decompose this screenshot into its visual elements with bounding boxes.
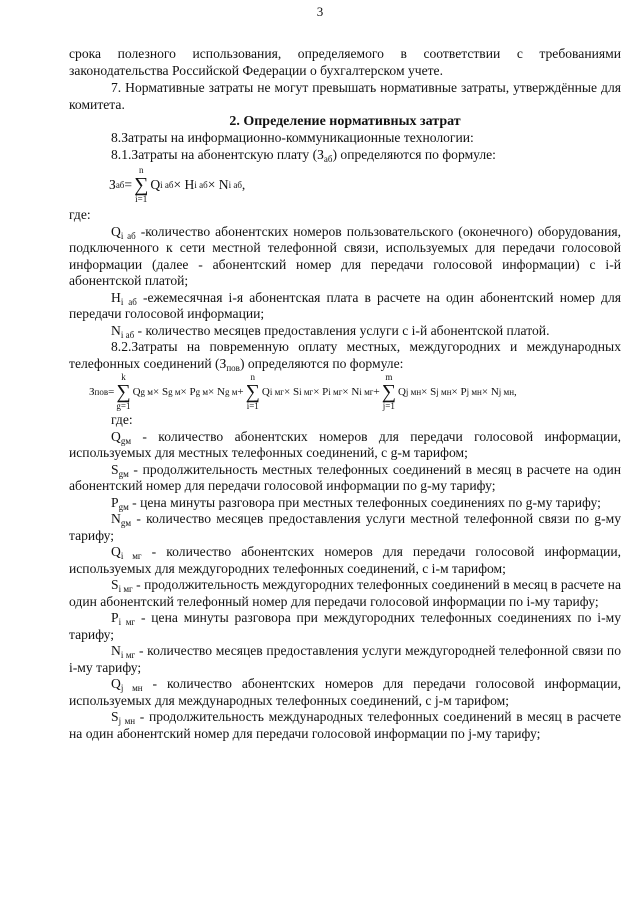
definitions-list (69, 429, 621, 743)
definition-item: $S_{i мг}$ - продолжительность междугородних телефонных соединений в месяц в расчете на один абонентский телефонный номер для передачи голосовой информации по i-му тарифу; (69, 577, 621, 609)
page-number: 3 (316, 4, 324, 19)
item-8: 8.Затраты на информационно-коммуникационные технологии: (111, 130, 474, 145)
definition-item: $P_{gм}$ - цена минуты разговора при местных телефонных соединениях по g-му тарифу; (111, 494, 601, 512)
definition-n-ab: $N_{i аб}$ - количество месяцев предоставления услуги с i-й абонентской платой. (111, 322, 550, 340)
section-title: 2. Определение нормативных затрат (229, 114, 461, 129)
sum-sign-i: n ∑ i=1 (245, 372, 260, 411)
document-body (69, 46, 621, 742)
sum-sign-j: m ∑ j=1 (381, 372, 396, 411)
definition-q-ab: $Q_{i аб}$ -количество абонентских номеров пользовательского (оконечного) оборудования, подключенного к сети местной телефонной связи, используемых для передачи голосовой информации (далее - абонентский номер для передачи голосовой информации) с i-й абонентской платой; (69, 223, 622, 288)
formula-abonent: З аб = n ∑ i=1 Q i аб × H i аб × N i аб , (109, 165, 246, 204)
where-label: где: (69, 207, 91, 222)
sum-sign-g: k ∑ g=1 (116, 372, 131, 411)
definition-item: $N_{gм}$ - количество месяцев предоставления услуги местной телефонной связи по g-му тарифу; (69, 511, 621, 543)
definition-item: $S_{j мн}$ - продолжительность международных телефонных соединений в месяц в расчете на один абонентский номер для передачи голосовой информации по j-му тарифу; (69, 709, 621, 741)
definition-item: $S_{gм}$ - продолжительность местных телефонных соединений в месяц в расчете на один абонентский номер для передачи голосовой информации по g-му тарифу; (69, 461, 621, 493)
item-8-1: 8.1.Затраты на абонентскую плату $(З_{аб})$ определяются по формуле: (111, 146, 496, 164)
formula-pov: З пов = k ∑ g=1 Q g м × S g м × P g м × N g м + n ∑ i=1 Q i мг × S i мг × P i мг × N i мг + m ∑ j=1 Q j мн × S j мн × P j мн × N j мн , (89, 372, 517, 411)
item-7: 7. Нормативные затраты не могут превышать нормативные затраты, утверждённые для комитета. (69, 80, 621, 112)
intro-paragraph: срока полезного использования, определяемого в соответствии с требованиями законодательства Российской Федерации о бухгалтерском учете. (69, 46, 621, 78)
definition-item: $Q_{gм}$ - количество абонентских номеров для передачи голосовой информации, используемых для местных телефонных соединений, с g-м тарифом; (69, 428, 621, 460)
definition-item: $Q_{i мг}$ - количество абонентских номеров для передачи голосовой информации, используемых для междугородних телефонных соединений, с i-м тарифом; (69, 544, 621, 576)
sum-sign: n ∑ i=1 (134, 165, 149, 204)
definition-item: $P_{i мг}$ - цена минуты разговора при междугородних телефонных соединениях по i-му тарифу; (69, 610, 621, 642)
item-8-2: 8.2.Затраты на повременную оплату местных, междугородних и международных телефонных соединений $(З_{пов})$ определяются по формуле: (69, 339, 621, 373)
definition-item: $N_{i мг}$ - количество месяцев предоставления услуги междугородней телефонной связи по i-му тарифу; (69, 643, 622, 675)
definition-item: $Q_{j мн}$ - количество абонентских номеров для передачи голосовой информации, используемых для международных телефонных соединений, с j-м тарифом; (69, 676, 621, 708)
where-label-2: где: (111, 412, 133, 427)
definition-h-ab: $H_{i аб}$ -ежемесячная i-я абонентская плата в расчете на один абонентский номер для передачи голосовой информации; (69, 289, 622, 321)
